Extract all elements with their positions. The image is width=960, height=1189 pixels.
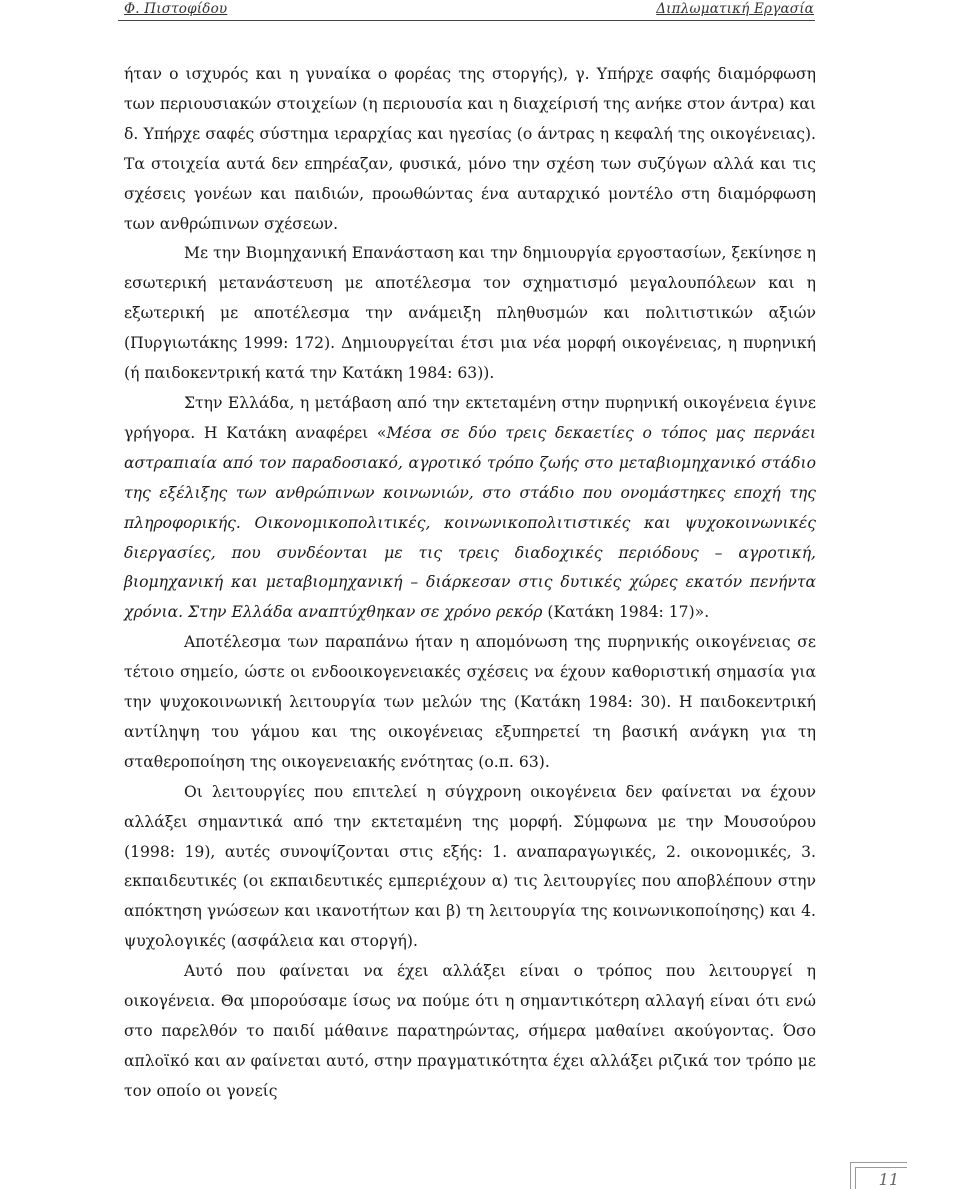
paragraph-3-citation: (Κατάκη 1984: 17)». (542, 603, 710, 622)
document-body (124, 60, 816, 1107)
page-number-frame-inner (855, 1167, 907, 1189)
header-author: Φ. Πιστοφίδου (124, 1, 228, 17)
paragraph-3-intro: Στην Ελλάδα, η μετάβαση από την εκτεταμένη στην πυρηνική οικογένεια έγινε γρήγορα. Η Κατάκη αναφέρει « (124, 393, 816, 442)
header-title: Διπλωματική Εργασία (656, 1, 814, 17)
paragraph-4: Αποτέλεσμα των παραπάνω ήταν η απομόνωση της πυρηνικής οικογένειας σε τέτοιο σημείο, ώστε οι ενδοοικογενειακές σχέσεις να έχουν καθοριστική σημασία για την ψυχοκοινωνική λειτουργία των μελών της (Κατάκη 1984: 30). Η παιδοκεντρική αντίληψη του γάμου και της οικογένειας εξυπηρετεί τη βασική ανάγκη για τη σταθεροποίηση της οικογενειακής ενότητας (ο.π. 63). (124, 633, 816, 771)
header-rule (118, 20, 815, 21)
paragraph-3-quote: Μέσα σε δύο τρεις δεκαετίες ο τόπος μας περνάει αστραπιαία από τον παραδοσιακό, αγροτικό τρόπο ζωής στο μεταβιομηχανικό στάδιο της εξέλιξης των ανθρώπινων κοινωνιών, στο στάδιο που ονομάστηκες εποχή της πληροφορικής. Οικονομικοπολιτικές, κοινωνικοπολιτιστικές και ψυχοκοινωνικές διεργασίες, που συνδέονται με τις τρεις διαδοχικές περιόδους – αγροτική, βιομηχανική και μεταβιομηχανική – διάρκεσαν στις δυτικές χώρες εκατόν πενήντα χρόνια. Στην Ελλάδα αναπτύχθηκαν σε χρόνο ρεκόρ (124, 423, 816, 622)
paragraph-6: Αυτό που φαίνεται να έχει αλλάξει είναι ο τρόπος που λειτουργεί η οικογένεια. Θα μπορούσαμε ίσως να πούμε ότι η σημαντικότερη αλλαγή είναι ότι ενώ στο παρελθόν το παιδί μάθαινε παρατηρώντας, σήμερα μαθαίνει ακούγοντας. Όσο απλοϊκό και αν φαίνεται αυτό, στην πραγματικότητα έχει αλλάξει ριζικά τον τρόπο με τον οποίο οι γονείς (124, 962, 816, 1100)
page-number: 11 (878, 1170, 899, 1189)
running-header (0, 0, 960, 22)
paragraph-2: Με την Βιομηχανική Επανάσταση και την δημιουργία εργοστασίων, ξεκίνησε η εσωτερική μετανάστευση με αποτέλεσμα τον σχηματισμό μεγαλουπόλεων και η εξωτερική με αποτέλεσμα την ανάμειξη πληθυσμών και πολιτιστικών αξιών (Πυργιωτάκης 1999: 172). Δημιουργείται έτσι μια νέα μορφή οικογένειας, η πυρηνική (ή παιδοκεντρική κατά την Κατάκη 1984: 63)). (124, 244, 816, 383)
paragraph-1: ήταν ο ισχυρός και η γυναίκα ο φορέας της στοργής), γ. Υπήρχε σαφής διαμόρφωση των περιουσιακών στοιχείων (η περιουσία και η διαχείρισή της ανήκε στον άντρα) και δ. Υπήρχε σαφές σύστημα ιεραρχίας και ηγεσίας (ο άντρας η κεφαλή της οικογένειας). Τα στοιχεία αυτά δεν επηρέαζαν, φυσικά, μόνο την σχέση των συζύγων αλλά και τις σχέσεις γονέων και παιδιών, προωθώντας ένα αυταρχικό μοντέλο στη διαμόρφωση των ανθρώπινων σχέσεων. (124, 65, 816, 233)
paragraph-3 (124, 389, 816, 628)
paragraph-5: Οι λειτουργίες που επιτελεί η σύγχρονη οικογένεια δεν φαίνεται να έχουν αλλάξει σημαντικά από την εκτεταμένη της μορφή. Σύμφωνα με την Μουσούρου (1998: 19), αυτές συνοψίζονται στις εξής: 1. αναπαραγωγικές, 2. οικονομικές, 3. εκπαιδευτικές (οι εκπαιδευτικές εμπεριέχουν α) τις λειτουργίες που αποβλέπουν στην απόκτηση γνώσεων και ικανοτήτων και β) τη λειτουργία της κοινωνικοποίησης) και 4. ψυχολογικές (ασφάλεια και στοργή). (124, 782, 816, 951)
